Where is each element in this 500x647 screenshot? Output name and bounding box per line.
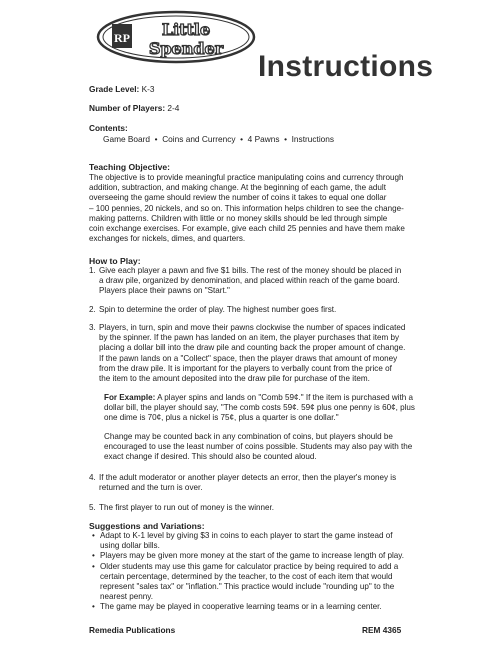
suggestions-heading: Suggestions and Variations: <box>89 521 205 531</box>
step-number: 4. <box>89 473 96 482</box>
contents-item: 4 Pawns <box>247 134 280 144</box>
step-2 <box>89 305 419 315</box>
text-line: • Adapt to K-1 level by giving $3 in coins to each player to start the game instead of <box>100 531 393 540</box>
text-line: nearest penny. <box>100 592 153 602</box>
players-value: 2-4 <box>167 103 180 113</box>
text-line: a draw pile, organized by denomination, and placed within reach of the game board. <box>99 276 400 286</box>
text-line: certain percentage, determined by the teacher, to the cost of each item that would <box>100 571 393 581</box>
text-line: The objective is to provide meaningful practice manipulating coins and currency through <box>89 173 404 182</box>
text-line: – 100 pennies, 20 nickels, and so on. This information helps children to see the change- <box>89 203 404 213</box>
contents-item: Instructions <box>291 134 335 144</box>
text-line: represent "sales tax" or "inflation." This practice would include "rounding up" to the <box>100 582 395 592</box>
footer-code: REM 4365 <box>362 625 402 635</box>
number-of-players <box>89 103 179 113</box>
list-item <box>92 551 412 561</box>
contents-label: Contents: <box>89 123 128 133</box>
step-4 <box>89 473 419 493</box>
how-to-play-heading: How to Play: <box>89 256 141 266</box>
text-line: making patterns. Children with little or no money skills should be led through simple <box>89 213 388 223</box>
step-5 <box>89 503 419 513</box>
text-line: Give each player a pawn and five $1 bills. The rest of the money should be placed in <box>99 266 402 275</box>
text-line: overseeing the game should review the number of coins it takes to equal one dollar <box>89 193 387 203</box>
contents-list: Game Board • Coins and Currency • 4 Pawns • Instructions <box>103 134 335 144</box>
step-1 <box>89 266 419 297</box>
text-line: encouraged to use the least number of coins possible. Students may also pay with the <box>104 442 413 452</box>
objective-heading: Teaching Objective: <box>89 162 171 172</box>
text-line: one dime is 70¢, plus a nickel is 75¢, plus a quarter is one dollar." <box>104 413 339 423</box>
text-line: Change may be counted back in any combination of coins, but players should be <box>104 432 393 441</box>
footer-publisher: Remedia Publications <box>89 625 176 635</box>
text-line: placing a dollar bill into the draw pile and counting back the proper amount of change. <box>99 343 406 353</box>
step-3 <box>89 323 419 384</box>
list-item <box>92 602 412 612</box>
contents-item: Game Board <box>103 134 151 144</box>
text-line: • Players may be given more money at the start of the game to increase length of play. <box>100 551 404 561</box>
text-line: the item to the amount deposited into the draw pile for purchase of the item. <box>99 374 370 384</box>
little-spender-logo <box>96 10 256 64</box>
text-line: • Older students may use this game for calculator practice by being required to add a <box>100 561 399 571</box>
text-line: dollar bill, the player should say, "The comb costs 59¢. 59¢ plus one penny is 60¢, plus <box>104 403 415 413</box>
grade-value: K-3 <box>141 84 155 94</box>
contents-item: Coins and Currency <box>162 134 236 144</box>
text-line: by the spinner. If the pawn has landed on an item, the player purchases that item by <box>99 333 400 343</box>
text-line: returned and the turn is over. <box>99 483 203 493</box>
players-label: Number of Players: <box>89 103 166 113</box>
list-item <box>92 562 412 603</box>
logo-word-little: Little <box>161 20 211 39</box>
text-line: Players place their pawns on "Start." <box>99 286 230 296</box>
logo-word-spender: Spender <box>148 39 224 58</box>
step-number: 1. <box>89 266 96 275</box>
text-line: exchanges for nickels, dimes, and quarters. <box>89 234 246 244</box>
text-line: If the adult moderator or another player detects an error, then the player's money is <box>99 473 397 482</box>
grade-level <box>89 84 155 94</box>
text-line: exact change if desired. This should also be counted aloud. <box>104 452 317 462</box>
grade-label: Grade Level: <box>89 84 140 94</box>
step-number: 2. <box>89 305 96 314</box>
list-item <box>92 531 412 551</box>
text-line: Spin to determine the order of play. The highest number goes first. <box>99 305 337 314</box>
text-line: coin exchange exercises. For example, give each child 25 pennies and have them make <box>89 224 405 234</box>
badge-text: RP <box>114 31 130 45</box>
text-line: Players, in turn, spin and move their pawns clockwise the number of spaces indicated <box>99 323 406 332</box>
text-line: A player spins and lands on "Comb 59¢." If the item is purchased with a <box>155 393 413 402</box>
example-label: For Example: <box>104 393 156 402</box>
text-line: using dollar bills. <box>100 541 160 551</box>
change-note-paragraph <box>104 432 424 463</box>
text-line: The first player to run out of money is the winner. <box>99 503 274 512</box>
text-line: If the pawn lands on a "Collect" space, then the player draws that amount of money <box>99 353 398 363</box>
page-title: Instructions <box>258 50 434 83</box>
example-paragraph <box>104 393 424 424</box>
objective-paragraph <box>89 173 415 244</box>
text-line: • The game may be played in cooperative learning teams or in a learning center. <box>100 602 382 612</box>
step-number: 5. <box>89 503 96 512</box>
text-line: from the draw pile. It is important for the players to verbally count from the price of <box>99 363 392 373</box>
text-line: addition, subtraction, and making change. At the beginning of each game, the adult <box>89 183 386 193</box>
step-number: 3. <box>89 323 96 332</box>
suggestions-list <box>92 531 412 613</box>
